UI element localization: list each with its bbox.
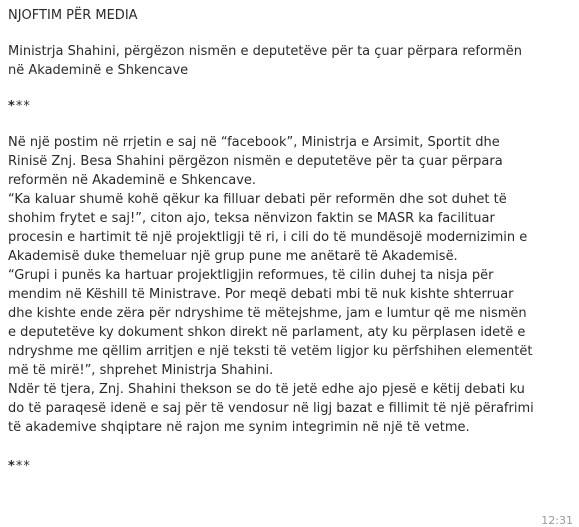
- body-line: procesin e hartimit të një projektligji të ri, i cili do të mundësojë modernizimin e: [8, 230, 528, 245]
- body-line: “Grupi i punës ka hartuar projektligjin reformues, të cilin duhej ta nisja për: [8, 268, 494, 283]
- body-line: shohim frytet e saj!”, citon ajo, teksa nënvizon faktin se MASR ka facilituar: [8, 211, 495, 226]
- body-line: dhe kishte ende zëra për ndryshime të mëtejshme, jam e lumtur që me nismën: [8, 306, 527, 321]
- body-line: ndryshme me qëllim arritjen e një teksti të vetëm ligjor ku përfshihen elementët: [8, 344, 533, 359]
- body-line: Ndër të tjera, Znj. Shahini thekson se do të jetë edhe ajo pjesë e këtij debati ku: [8, 382, 525, 397]
- body-line: Rinisë Znj. Besa Shahini përgëzon nismën e deputetëve për ta çuar përpara: [8, 154, 503, 169]
- separator-bold: *: [8, 99, 16, 114]
- separator: [8, 457, 573, 476]
- body-line: Në një postim në rrjetin e saj në “facebook”, Ministrja e Arsimit, Sportit dhe: [8, 135, 500, 150]
- body-line: mendim në Këshill të Ministrave. Por meqë debati mbi të nuk kishte shterruar: [8, 287, 514, 302]
- separator-rest: **: [15, 99, 31, 114]
- body-line: Akademisë duke themeluar një grup pune me anëtarë të Akademisë.: [8, 249, 458, 264]
- body-line: do të paraqesë idenë e saj për të vendosur në ligj bazat e fillimit të një përafrimi: [8, 401, 534, 416]
- separator: [8, 97, 573, 116]
- separator-bold: *: [8, 459, 16, 474]
- body-line: më të mirë!”, shprehet Ministrja Shahini.: [8, 363, 274, 378]
- body-line: “Ka kaluar shumë kohë qëkur ka filluar debati për reformën dhe sot duhet të: [8, 192, 507, 207]
- press-release-header: NJOFTIM PËR MEDIA: [8, 8, 138, 23]
- message-timestamp: 12:31: [541, 514, 573, 527]
- body-line: e deputetëve ky dokument shkon direkt në parlament, aty ku përplasen idetë e: [8, 325, 526, 340]
- body-line: të akademive shqiptare në rajon me synim integrimin në një të vetme.: [8, 420, 470, 435]
- body-line: reformën në Akademinë e Shkencave.: [8, 173, 257, 188]
- chat-message: [8, 6, 573, 476]
- title-line: në Akademinë e Shkencave: [8, 63, 189, 78]
- title-line: Ministrja Shahini, përgëzon nismën e deputetëve për ta çuar përpara reformën: [8, 44, 522, 59]
- separator-rest: **: [15, 459, 31, 474]
